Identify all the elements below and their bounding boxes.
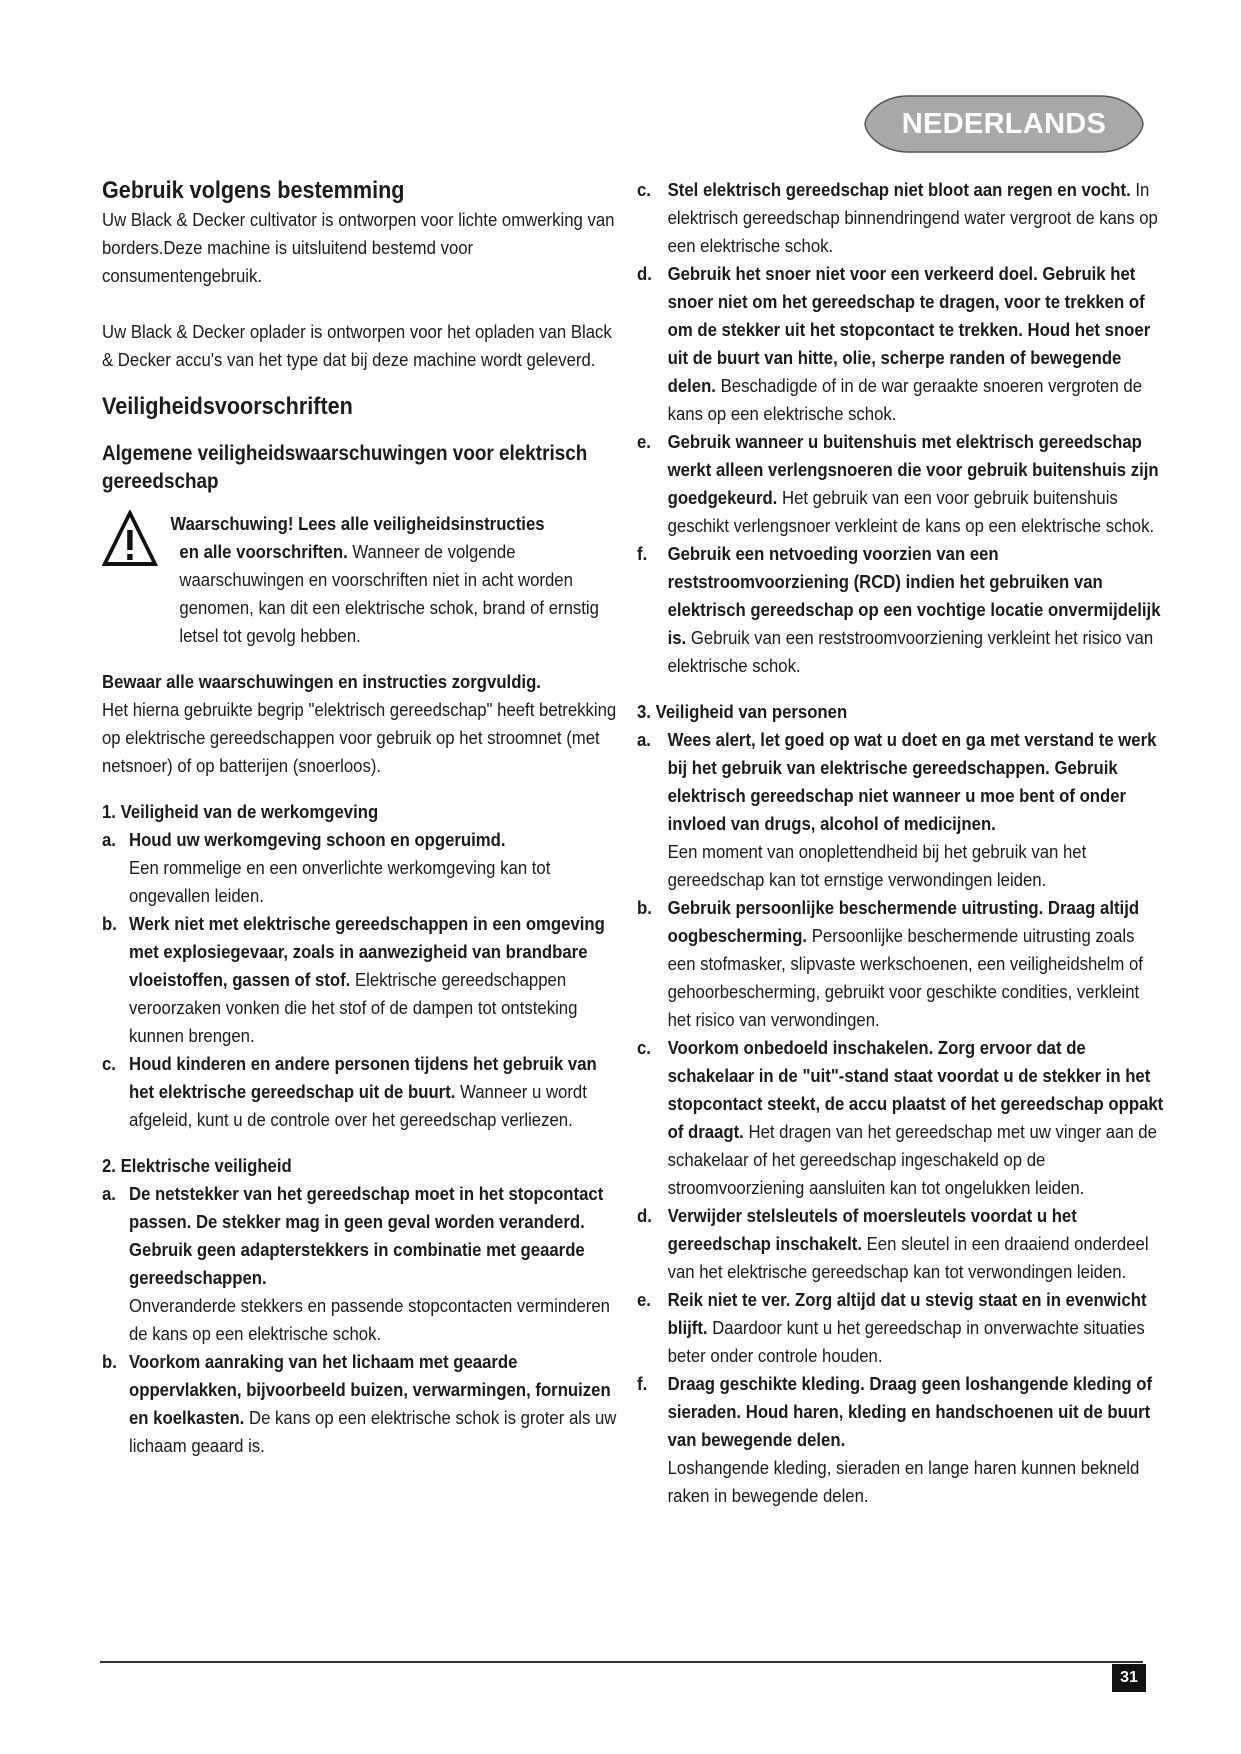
keep-instructions-bold: Bewaar alle waarschuwingen en instructies zorgvuldig. (102, 671, 541, 692)
footer-divider (100, 1661, 1143, 1663)
section-3-heading: 3. Veiligheid van personen (637, 701, 848, 722)
list-item: a. De netstekker van het gereedschap moet in het stopcontact passen. De stekker mag in geen geval worden veranderd. Gebruik geen adapterstekkers in combinatie met geaarde gereedschappen. Onveranderde stekkers en passende stopcontacten verminderen de kans op een elektrische schok. (102, 1183, 610, 1344)
list-item: b. Gebruik persoonlijke beschermende uitrusting. Draag altijd oogbescherming. Persoonlijke beschermende uitrusting zoals een stofmasker, slipvaste werkschoenen, een veiligheidshelm of gehoorbescherming, gebruikt voor geschikte condities, verkleint het risico van verwondingen. (637, 897, 1143, 1030)
warning-text: Wanneer de volgende waarschuwingen en voorschriften niet in acht worden genomen, kan dit een elektrische schok, brand of ernstig letsel tot gevolg hebben. (179, 541, 599, 646)
language-label: NEDERLANDS (901, 108, 1107, 140)
safety-title: Veiligheidsvoorschriften (102, 393, 353, 420)
list-item: d. Verwijder stelsleutels of moersleutels voordat u het gereedschap inschakelt. Een sleutel in een draaiend onderdeel van het elektrische gereedschap kan tot verwondingen leiden. (637, 1205, 1149, 1282)
page-number: 31 (1112, 1664, 1146, 1692)
list-item: c. Voorkom onbedoeld inschakelen. Zorg ervoor dat de schakelaar in de "uit"-stand staat voordat u de stekker in het stopcontact steekt, de accu plaatst of het gereedschap oppakt of draagt. Het dragen van het gereedschap met uw vinger aan de schakelaar of het gereedschap ingeschakeld op de stroomvoorziening aansluiten kan tot ongelukken leiden. (637, 1037, 1164, 1198)
intended-use-title: Gebruik volgens bestemming (102, 177, 405, 204)
intended-use-paragraph-2: Uw Black & Decker oplader is ontworpen voor het opladen van Black & Decker accu's van het type dat bij deze machine wordt geleverd. (102, 321, 612, 370)
list-item: f. Draag geschikte kleding. Draag geen loshangende kleding of sieraden. Houd haren, kleding en handschoenen uit de buurt van bewegende delen. Loshangende kleding, sieraden en lange haren kunnen bekneld raken in bewegende delen. (637, 1373, 1153, 1506)
keep-instructions-text: Het hierna gebruikte begrip "elektrisch gereedschap" heeft betrekking op elektrische gereedschappen voor gebruik op het stroomnet (met netsnoer) of op batterijen (snoerloos). (102, 699, 617, 776)
list-item: e. Gebruik wanneer u buitenshuis met elektrisch gereedschap werkt alleen verlengsnoeren die voor gebruik buitenshuis zijn goedgekeurd. Het gebruik van een voor gebruik buitenshuis geschikt verlengsnoer verkleint de kans op een elektrische schok. (637, 431, 1159, 536)
list-item: b. Werk niet met elektrische gereedschappen in een omgeving met explosiegevaar, zoals in aanwezigheid van brandbare vloeistoffen, gassen of stof. Elektrische gereedschappen veroorzaken vonken die het stof of de dampen tot ontsteking kunnen brengen. (102, 913, 605, 1046)
section-2-heading: 2. Elektrische veiligheid (102, 1155, 292, 1176)
list-item: a. Houd uw werkomgeving schoon en opgeruimd. Een rommelige en een onverlichte werkomgeving kan tot ongevallen leiden. (102, 829, 551, 906)
intended-use-paragraph-1: Uw Black & Decker cultivator is ontworpen voor lichte omwerking van borders.Deze machine is uitsluitend bestemd voor consumentengebruik. (102, 209, 615, 286)
list-item: d. Gebruik het snoer niet voor een verkeerd doel. Gebruik het snoer niet om het gereedschap te dragen, voor te trekken of om de stekker uit het stopcontact te trekken. Houd het snoer uit de buurt van hitte, olie, scherpe randen of bewegende delen. Beschadigde of in de war geraakte snoeren vergroten de kans op een elektrische schok. (637, 263, 1151, 424)
list-item: b. Voorkom aanraking van het lichaam met geaarde oppervlakken, bijvoorbeeld buizen, verwarmingen, fornuizen en koelkasten. De kans op een elektrische schok is groter als uw lichaam geaard is. (102, 1351, 617, 1456)
list-item: a. Wees alert, let goed op wat u doet en ga met verstand te werk bij het gebruik van elektrische gereedschappen. Gebruik elektrisch gereedschap niet wanneer u moe bent of onder invloed van drugs, alcohol of medicijnen. Een moment van onoplettendheid bij het gebruik van het gereedschap kan tot ernstige verwondingen leiden. (637, 729, 1157, 890)
left-column (102, 176, 620, 1460)
language-badge (864, 93, 1144, 155)
list-item: c. Stel elektrisch gereedschap niet bloot aan regen en vocht. In elektrisch gereedschap binnendringend water vergroot de kans op een elektrische schok. (637, 179, 1158, 256)
warning-bold-2: en alle voorschriften. (179, 541, 348, 562)
safety-subtitle: Algemene veiligheidswaarschuwingen voor elektrisch gereedschap (102, 442, 588, 493)
right-column (637, 176, 1164, 1510)
warning-triangle-icon (102, 510, 158, 568)
warning-block (102, 510, 620, 650)
list-item: c. Houd kinderen en andere personen tijdens het gebruik van het elektrische gereedschap uit de buurt. Wanneer u wordt afgeleid, kunt u de controle over het gereedschap verliezen. (102, 1053, 597, 1130)
list-item: e. Reik niet te ver. Zorg altijd dat u stevig staat en in evenwicht blijft. Daardoor kunt u het gereedschap in onverwachte situaties beter onder controle houden. (637, 1289, 1147, 1366)
warning-bold-1: Waarschuwing! Lees alle veiligheidsinstructies (170, 513, 545, 534)
section-1-heading: 1. Veiligheid van de werkomgeving (102, 801, 379, 822)
list-item: f. Gebruik een netvoeding voorzien van een reststroomvoorziening (RCD) indien het gebruiken van elektrisch gereedschap op een vochtige locatie onvermijdelijk is. Gebruik van een reststroomvoorziening verkleint het risico van elektrische schok. (637, 543, 1161, 676)
